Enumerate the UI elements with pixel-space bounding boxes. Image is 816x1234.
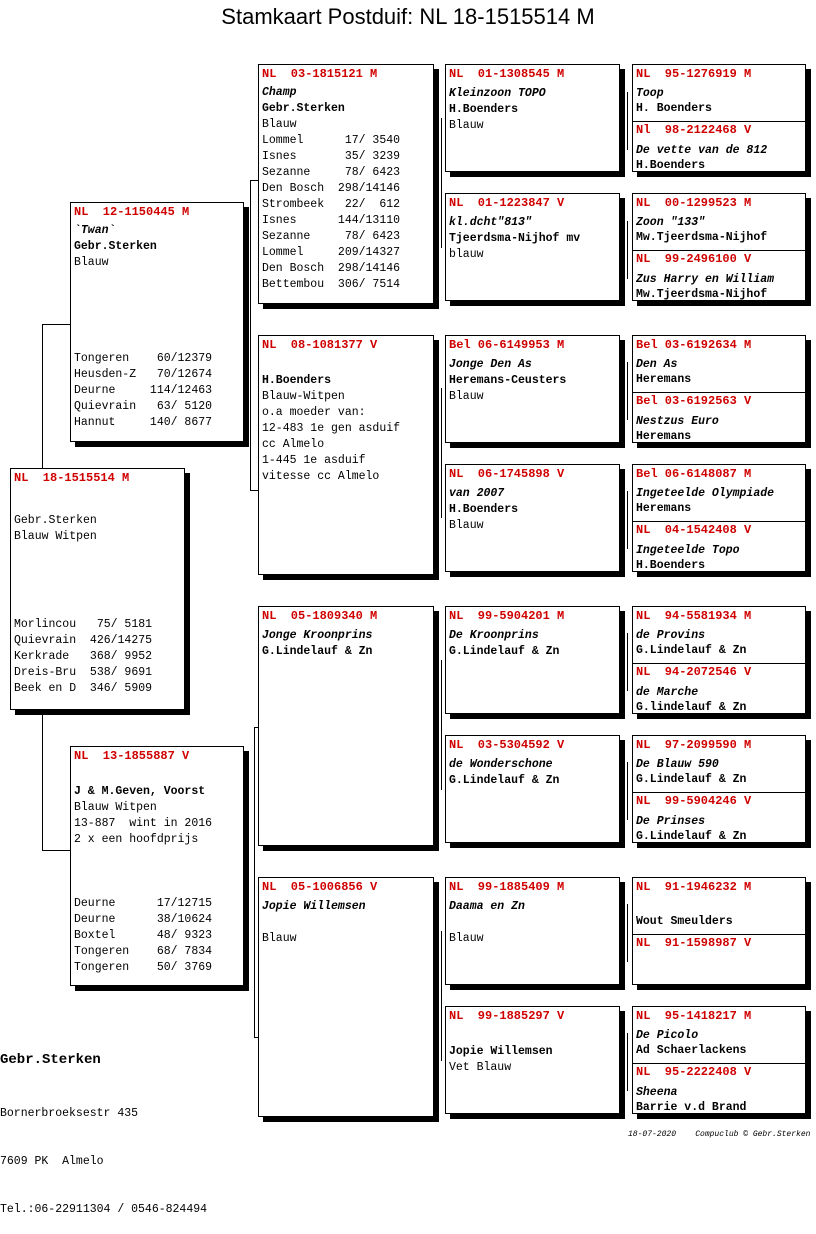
pigeon-name: `Twan` <box>74 224 116 237</box>
owner-line: G.Lindelauf & Zn <box>262 645 373 658</box>
color-line: Vet Blauw <box>449 1061 512 1074</box>
ring-number: NL 99-1885297 V <box>449 1009 565 1023</box>
owner-line: Heremans-Ceusters <box>449 374 567 387</box>
result-line: Deurne 114/12463 <box>74 384 213 397</box>
owner-line: Heremans <box>636 430 692 443</box>
ring-number: NL 03-1815121 M <box>262 67 378 81</box>
result-line: Den Bosch 298/14146 <box>262 262 401 275</box>
connector <box>441 388 442 518</box>
connector <box>441 931 442 1061</box>
ring-number: NL 05-1809340 M <box>262 609 378 623</box>
ring-number: NL 08-1081377 V <box>262 338 378 352</box>
color-line: Blauw <box>449 519 484 532</box>
ring-number: NL 95-1418217 M <box>636 1009 752 1023</box>
pigeon-name: de Marche <box>636 686 699 699</box>
pigeon-pair-card <box>632 877 806 985</box>
info-line: cc Almelo <box>262 438 325 451</box>
connector <box>42 324 70 325</box>
pigeon-card-grandparent <box>258 335 434 575</box>
connector <box>627 633 628 691</box>
pigeon-name: Sheena <box>636 1086 678 1099</box>
ring-number: NL 97-2099590 M <box>636 738 752 752</box>
result-line: Tongeren 68/ 7834 <box>74 945 213 958</box>
connector <box>42 850 70 851</box>
result-line: Isnes 35/ 3239 <box>262 150 401 163</box>
pigeon-card-grandparent <box>258 877 434 1117</box>
result-line: Dreis-Bru 538/ 9691 <box>14 666 153 679</box>
pigeon-pair-card <box>632 1006 806 1114</box>
connector <box>250 180 258 181</box>
ring-number: NL 06-1745898 V <box>449 467 565 481</box>
ring-number: Bel 06-6149953 M <box>449 338 565 352</box>
pigeon-card-grandparent <box>258 64 434 304</box>
owner-line: H.Boenders <box>449 103 519 116</box>
pigeon-card-father <box>70 202 244 442</box>
connector <box>250 180 251 490</box>
result-line: Beek en D 346/ 5909 <box>14 682 153 695</box>
owner-line: G.Lindelauf & Zn <box>636 644 747 657</box>
result-line: Den Bosch 298/14146 <box>262 182 401 195</box>
owner-line: G.Lindelauf & Zn <box>636 830 747 843</box>
owner-line: G.Lindelauf & Zn <box>449 774 560 787</box>
owner-line: Gebr.Sterken <box>74 240 157 253</box>
color-line: Blauw Witpen <box>74 801 157 814</box>
pigeon-name: Zus Harry en William <box>636 273 775 286</box>
result-line: Deurne 38/10624 <box>74 913 213 926</box>
pigeon-name: de Wonderschone <box>449 758 553 771</box>
ring-number: NL 13-1855887 V <box>74 749 190 763</box>
owner-line: Mw.Tjeerdsma-Nijhof <box>636 231 768 244</box>
owner-line: Barrie v.d Brand <box>636 1101 747 1114</box>
color-line: Blauw <box>449 932 484 945</box>
ring-number: NL 91-1946232 M <box>636 880 752 894</box>
footer-credit: Compuclub © Gebr.Sterken <box>695 1130 811 1139</box>
result-line: Lommel 17/ 3540 <box>262 134 401 147</box>
connector <box>627 762 628 820</box>
ring-number: NL 05-1006856 V <box>262 880 378 894</box>
connector <box>627 92 628 150</box>
owner-phone: Tel.:06-22911304 / 0546-824494 <box>0 1203 208 1216</box>
owner-line: Gebr.Sterken <box>14 514 97 527</box>
pigeon-name: Toop <box>636 87 664 100</box>
info-line: 2 x een hoofdprijs <box>74 833 199 846</box>
ring-number: Bel 03-6192563 V <box>636 394 752 408</box>
ring-number: NL 00-1299523 M <box>636 196 752 210</box>
owner-line: Heremans <box>636 502 692 515</box>
owner-line: H. Boenders <box>636 102 712 115</box>
pigeon-card-great-grandparent <box>445 1006 620 1114</box>
color-line: Blauw <box>74 256 109 269</box>
pigeon-name: De Kroonprins <box>449 629 539 642</box>
pigeon-name: Kleinzoon TOPO <box>449 87 546 100</box>
connector <box>42 710 43 850</box>
color-line: Blauw <box>449 390 484 403</box>
info-line: vitesse cc Almelo <box>262 470 380 483</box>
result-line: Strombeek 22/ 612 <box>262 198 401 211</box>
result-line: Sezanne 78/ 6423 <box>262 230 401 243</box>
owner-line: J & M.Geven, Voorst <box>74 785 206 798</box>
owner-line: Gebr.Sterken <box>262 102 345 115</box>
owner-address: Bornerbroeksestr 435 <box>0 1107 139 1120</box>
connector <box>627 491 628 549</box>
ring-number: NL 12-1150445 M <box>74 205 190 219</box>
owner-line: H.Boenders <box>636 559 706 572</box>
pigeon-card-mother <box>70 746 244 986</box>
pigeon-card-great-grandparent <box>445 193 620 301</box>
connector <box>42 324 43 469</box>
pigeon-name: Jonge Den As <box>449 358 532 371</box>
pigeon-pair-card <box>632 606 806 714</box>
pigeon-name: Daama en Zn <box>449 900 525 913</box>
pigeon-pair-card <box>632 64 806 172</box>
owner-line: Mw.Tjeerdsma-Nijhof <box>636 288 768 301</box>
ring-number: NL 03-5304592 V <box>449 738 565 752</box>
connector <box>627 1033 628 1091</box>
owner-line: Heremans <box>636 373 692 386</box>
pigeon-pair-card <box>632 464 806 572</box>
result-line: Heusden-Z 70/12674 <box>74 368 213 381</box>
ring-number: NL 99-5904201 M <box>449 609 565 623</box>
result-line: Morlincou 75/ 5181 <box>14 618 153 631</box>
connector <box>441 660 442 790</box>
connector <box>441 118 442 248</box>
owner-line: Wout Smeulders <box>636 915 733 928</box>
owner-line: Jopie Willemsen <box>449 1045 553 1058</box>
connector <box>254 727 255 1037</box>
pigeon-name: Den As <box>636 358 678 371</box>
connector <box>627 221 628 279</box>
result-line: Kerkrade 368/ 9952 <box>14 650 153 663</box>
result-line: Hannut 140/ 8677 <box>74 416 213 429</box>
pigeon-name: Jopie Willemsen <box>262 900 366 913</box>
ring-number: NL 99-5904246 V <box>636 794 752 808</box>
ring-number: Bel 06-6148087 M <box>636 467 752 481</box>
pigeon-pair-card <box>632 735 806 843</box>
owner-line: H.Boenders <box>262 374 332 387</box>
owner-line: G.Lindelauf & Zn <box>449 645 560 658</box>
pigeon-name: kl.dcht"813" <box>449 216 532 229</box>
footer-date: 18-07-2020 <box>628 1130 677 1139</box>
pigeon-card-grandparent <box>258 606 434 846</box>
pigeon-name: Ingeteelde Olympiade <box>636 487 775 500</box>
result-line: Boxtel 48/ 9323 <box>74 929 213 942</box>
ring-number: NL 04-1542408 V <box>636 523 752 537</box>
pigeon-name: Jonge Kroonprins <box>262 629 373 642</box>
owner-line: Tjeerdsma-Nijhof mv <box>449 232 581 245</box>
pigeon-card-great-grandparent <box>445 464 620 572</box>
ring-number: NL 99-1885409 M <box>449 880 565 894</box>
pigeon-card-great-grandparent <box>445 606 620 714</box>
pigeon-name: de Provins <box>636 629 706 642</box>
pigeon-name: De Blauw 590 <box>636 758 719 771</box>
result-line: Quievrain 426/14275 <box>14 634 153 647</box>
ring-number: NL 95-1276919 M <box>636 67 752 81</box>
owner-line: H.Boenders <box>449 503 519 516</box>
result-line: Deurne 17/12715 <box>74 897 213 910</box>
owner-city: 7609 PK Almelo <box>0 1155 104 1168</box>
connector <box>250 490 258 491</box>
result-line: Bettembou 306/ 7514 <box>262 278 401 291</box>
info-line: 13-887 wint in 2016 <box>74 817 213 830</box>
ring-number: NL 18-1515514 M <box>14 471 130 485</box>
owner-line: Ad Schaerlackens <box>636 1044 747 1057</box>
owner-block <box>0 1020 207 1234</box>
pigeon-name: Nestzus Euro <box>636 415 719 428</box>
ring-number: NL 01-1223847 V <box>449 196 565 210</box>
owner-name: Gebr.Sterken <box>0 1052 101 1068</box>
result-line: Tongeren 60/12379 <box>74 352 213 365</box>
color-line: Blauw <box>262 932 297 945</box>
color-line: Blauw <box>449 119 484 132</box>
color-line: Blauw Witpen <box>14 530 97 543</box>
connector <box>627 362 628 420</box>
pigeon-card-great-grandparent <box>445 64 620 172</box>
result-line: Quievrain 63/ 5120 <box>74 400 213 413</box>
pigeon-card-great-grandparent <box>445 735 620 843</box>
owner-line: G.Lindelauf & Zn <box>636 773 747 786</box>
pigeon-name: De Prinses <box>636 815 706 828</box>
pigeon-card-self <box>10 468 185 710</box>
info-line: 1-445 1e asduif <box>262 454 366 467</box>
ring-number: NL 95-2222408 V <box>636 1065 752 1079</box>
connector <box>627 904 628 962</box>
pigeon-name: De Picolo <box>636 1029 699 1042</box>
pigeon-pair-card <box>632 335 806 443</box>
page-title: Stamkaart Postduif: NL 18-1515514 M <box>221 4 595 29</box>
info-line: o.a moeder van: <box>262 406 366 419</box>
ring-number: NL 91-1598987 V <box>636 936 752 950</box>
ring-number: Nl 98-2122468 V <box>636 123 752 137</box>
info-line: 12-483 1e gen asduif <box>262 422 401 435</box>
pigeon-name: Champ <box>262 86 297 99</box>
pigeon-name: van 2007 <box>449 487 505 500</box>
result-line: Lommel 209/14327 <box>262 246 401 259</box>
pigeon-pair-card <box>632 193 806 301</box>
color-line: Blauw-Witpen <box>262 390 345 403</box>
color-line: blauw <box>449 248 484 261</box>
pigeon-name: Zoon "133" <box>636 216 706 229</box>
result-line: Tongeren 50/ 3769 <box>74 961 213 974</box>
ring-number: NL 94-2072546 V <box>636 665 752 679</box>
ring-number: NL 01-1308545 M <box>449 67 565 81</box>
result-line: Isnes 144/13110 <box>262 214 401 227</box>
pigeon-card-great-grandparent <box>445 877 620 985</box>
result-line: Sezanne 78/ 6423 <box>262 166 401 179</box>
owner-line: G.lindelauf & Zn <box>636 701 747 714</box>
pigeon-name: Ingeteelde Topo <box>636 544 740 557</box>
pigeon-name: De vette van de 812 <box>636 144 768 157</box>
ring-number: Bel 03-6192634 M <box>636 338 752 352</box>
footer <box>628 1130 810 1139</box>
ring-number: NL 94-5581934 M <box>636 609 752 623</box>
pigeon-card-great-grandparent <box>445 335 620 443</box>
owner-line: H.Boenders <box>636 159 706 172</box>
ring-number: NL 99-2496100 V <box>636 252 752 266</box>
color-line: Blauw <box>262 118 297 131</box>
